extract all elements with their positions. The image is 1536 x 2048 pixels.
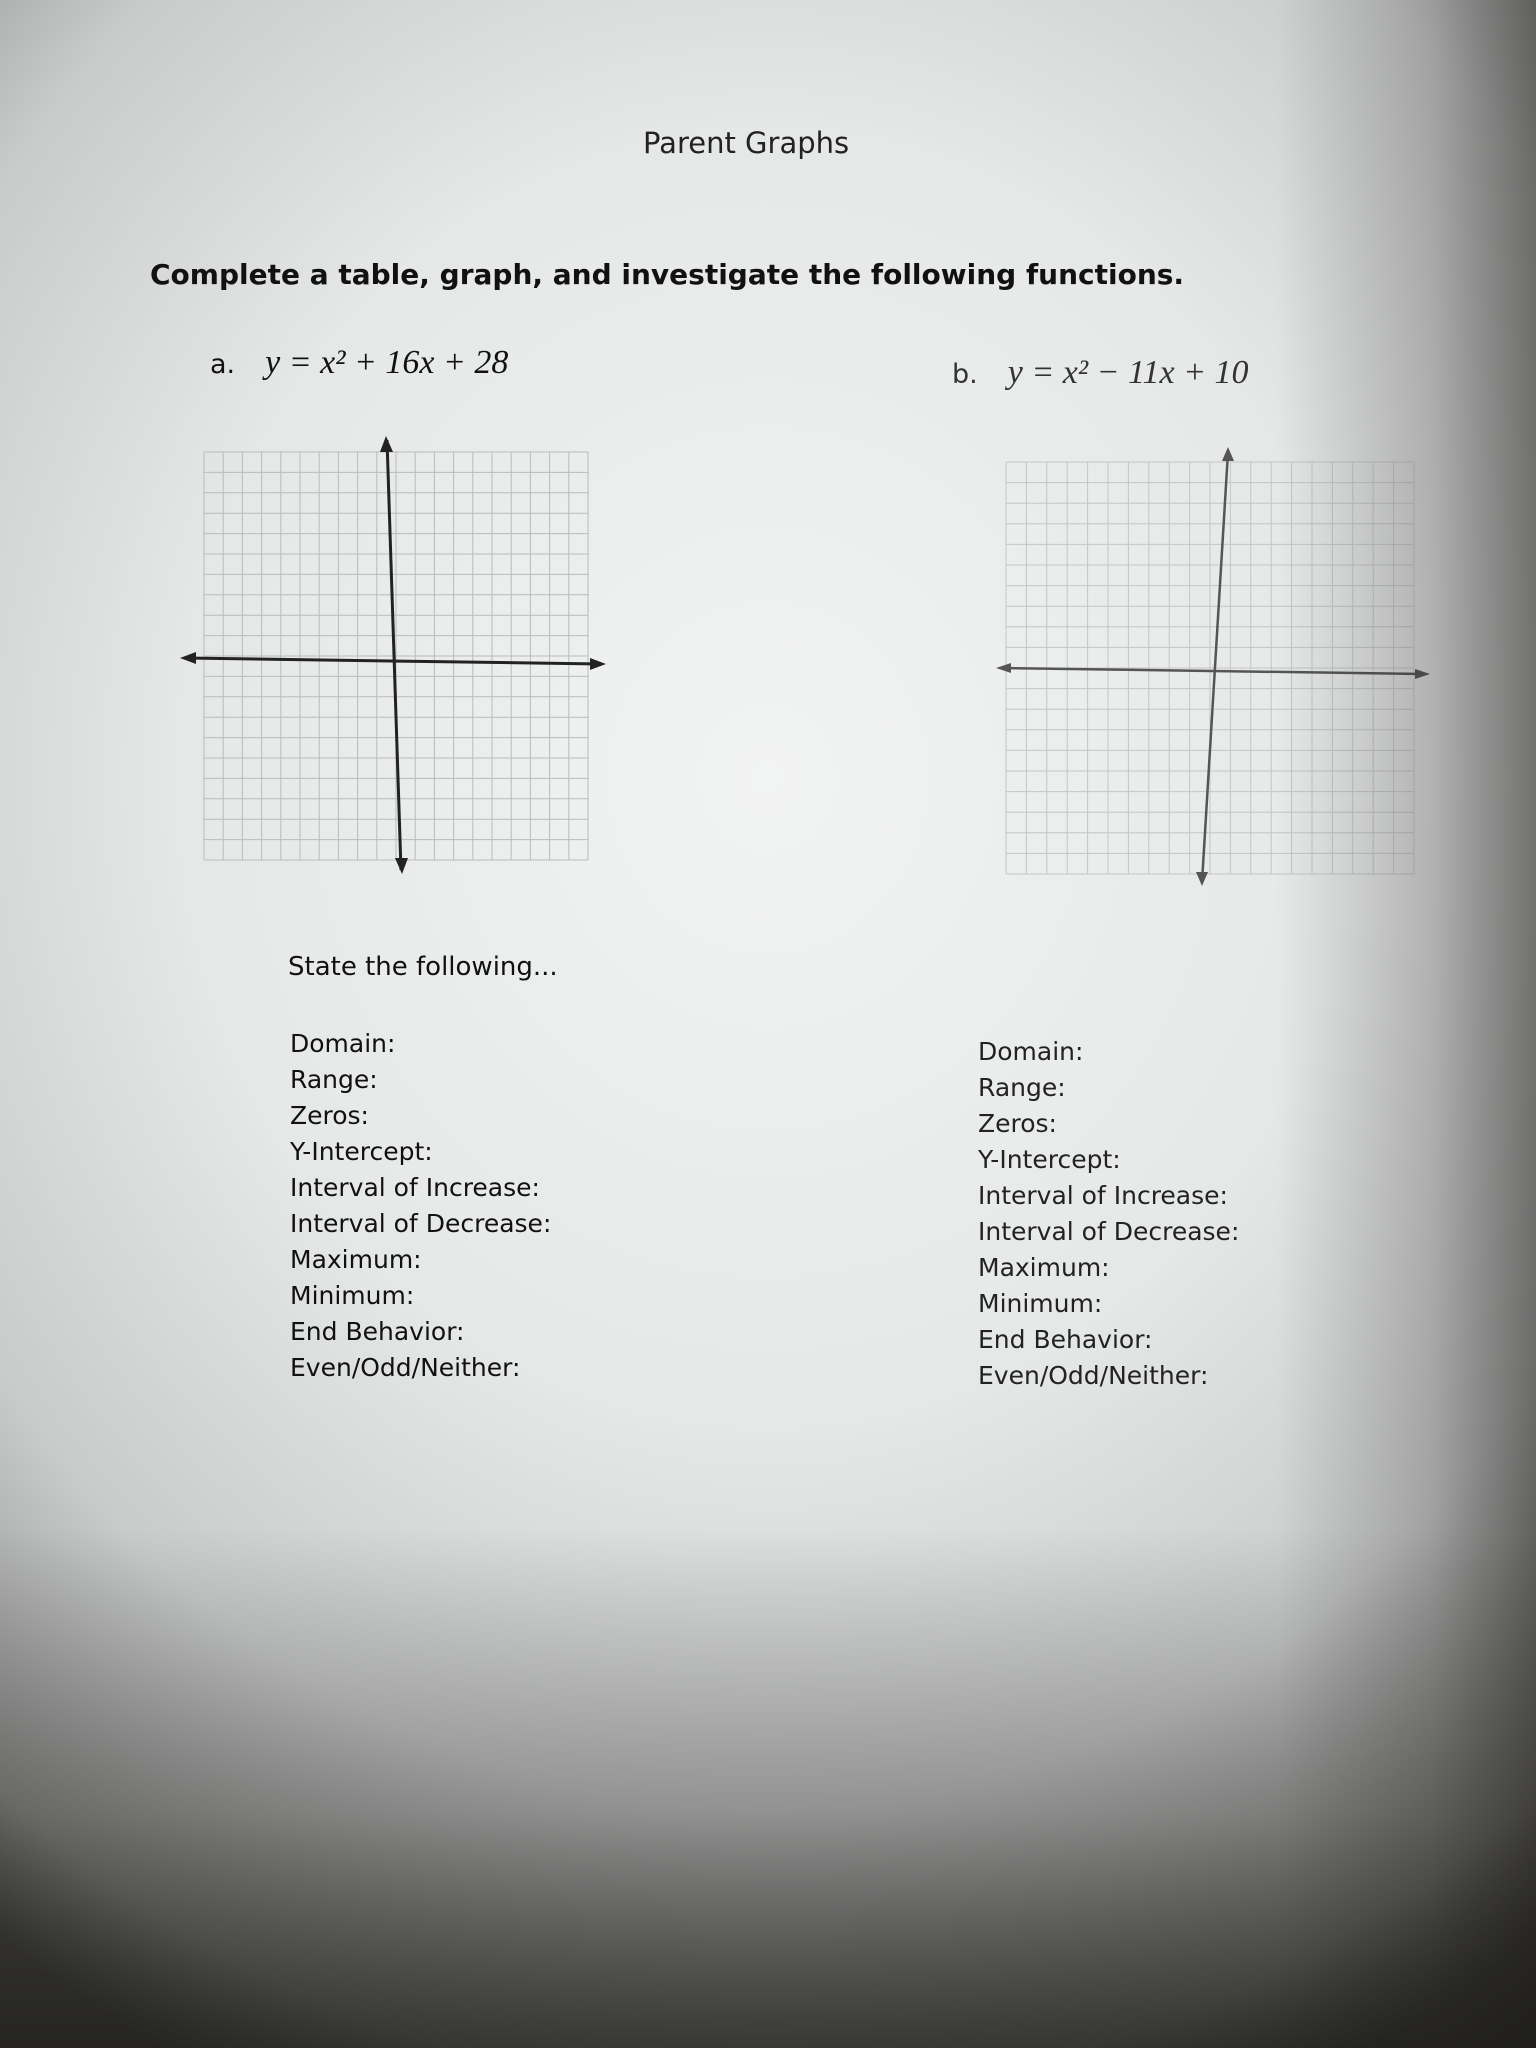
- a-interval-decrease: Interval of Decrease:: [290, 1209, 552, 1238]
- problem-b-equation: y = x² − 11x + 10: [1007, 354, 1249, 391]
- a-interval-increase: Interval of Increase:: [290, 1173, 540, 1202]
- b-minimum: Minimum:: [978, 1289, 1103, 1318]
- a-end-behavior: End Behavior:: [290, 1317, 465, 1346]
- graph-b-y-arrow-down: [1196, 872, 1208, 886]
- problem-a-label: a.: [210, 349, 236, 380]
- photo-shadow-bottom: [0, 1528, 1536, 2048]
- graph-a-grid: [204, 452, 588, 860]
- b-maximum: Maximum:: [978, 1253, 1110, 1282]
- problem-b-label: b.: [952, 359, 978, 390]
- graph-a-y-arrow-up: [380, 436, 393, 452]
- a-minimum: Minimum:: [290, 1281, 415, 1310]
- a-zeros: Zeros:: [290, 1101, 369, 1130]
- a-maximum: Maximum:: [290, 1245, 422, 1274]
- state-prompt: State the following...: [288, 952, 558, 982]
- graph-b-y-arrow-up: [1222, 447, 1234, 461]
- a-y-intercept: Y-Intercept:: [290, 1137, 433, 1166]
- b-y-intercept: Y-Intercept:: [978, 1145, 1121, 1174]
- problem-b-header: [952, 354, 1249, 392]
- graph-a-y-arrow-down: [395, 858, 408, 874]
- graph-a: [178, 430, 608, 880]
- b-end-behavior: End Behavior:: [978, 1325, 1153, 1354]
- b-interval-increase: Interval of Increase:: [978, 1181, 1228, 1210]
- b-domain: Domain:: [978, 1037, 1084, 1066]
- a-domain: Domain:: [290, 1029, 396, 1058]
- instructions: Complete a table, graph, and investigate the following functions.: [150, 258, 1185, 291]
- graph-a-x-arrow-left: [180, 652, 196, 664]
- page-title: Parent Graphs: [643, 126, 850, 160]
- graph-a-x-arrow-right: [590, 658, 606, 670]
- graph-b-y-axis: [1202, 452, 1228, 882]
- problem-b-properties: [978, 1034, 1239, 1394]
- problem-a-equation: y = x² + 16x + 28: [265, 344, 509, 381]
- b-even-odd-neither: Even/Odd/Neither:: [978, 1361, 1209, 1390]
- a-even-odd-neither: Even/Odd/Neither:: [290, 1353, 521, 1382]
- problem-a-header: [210, 344, 508, 382]
- b-range: Range:: [978, 1073, 1066, 1102]
- graph-a-y-axis: [387, 440, 401, 870]
- graph-b-x-arrow-left: [996, 663, 1011, 673]
- a-range: Range:: [290, 1065, 378, 1094]
- b-interval-decrease: Interval of Decrease:: [978, 1217, 1240, 1246]
- b-zeros: Zeros:: [978, 1109, 1057, 1138]
- problem-a-properties: [290, 1026, 551, 1386]
